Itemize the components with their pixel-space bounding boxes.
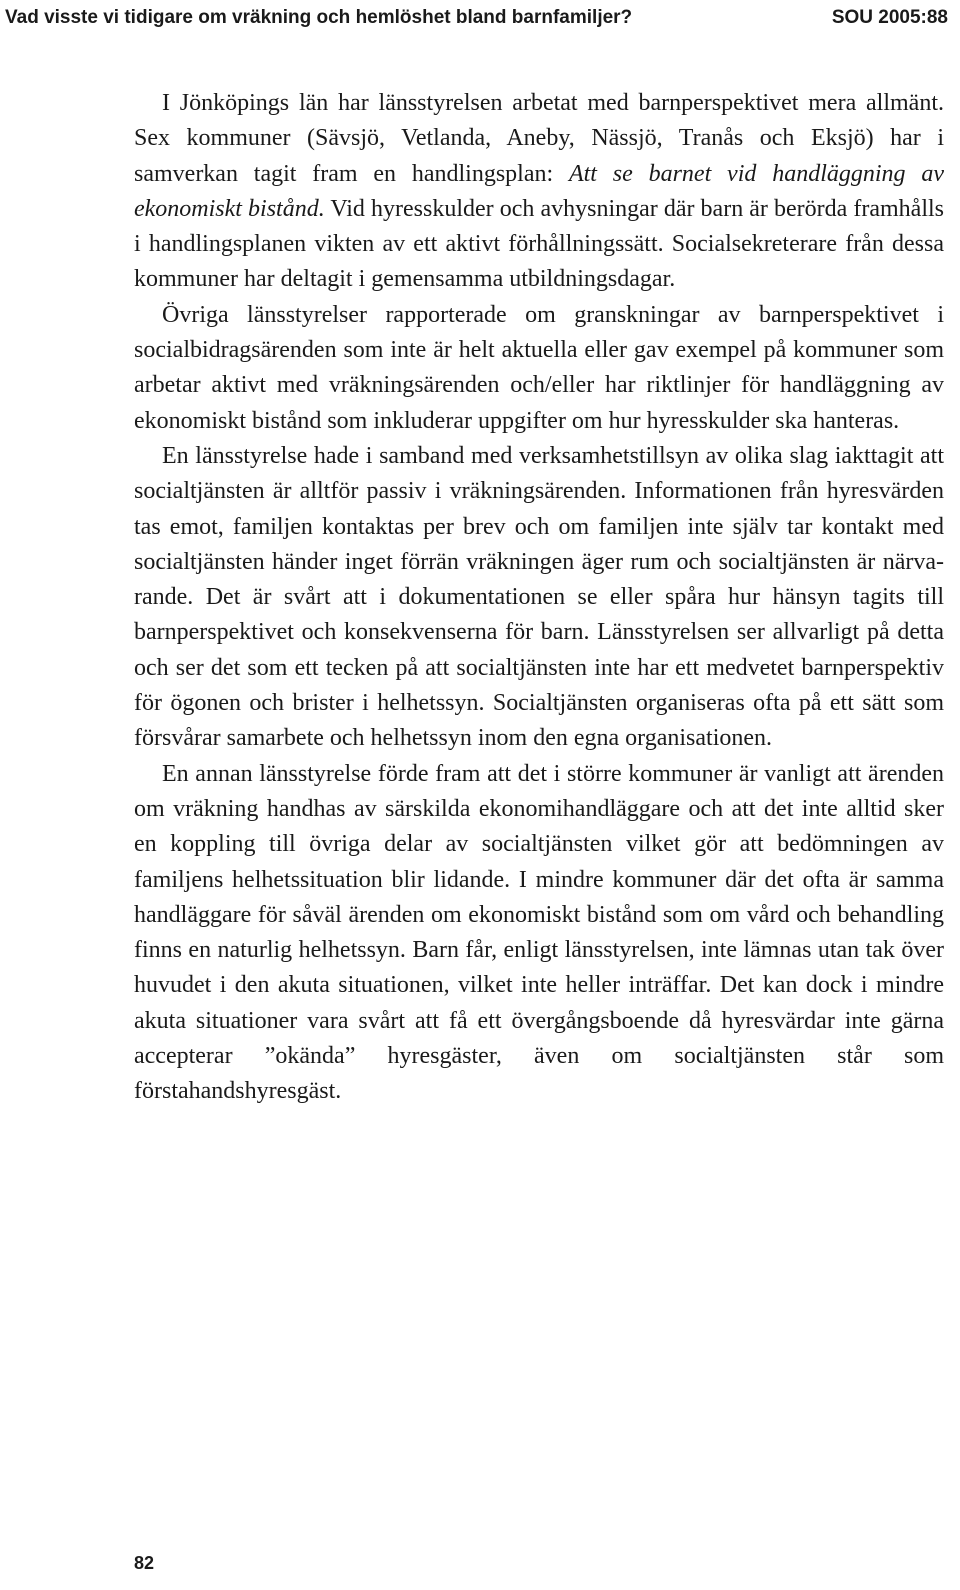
body-text	[134, 86, 944, 1110]
running-header	[0, 0, 960, 40]
paragraph-passiv: En länsstyrelse hade i samband med verksamhetstillsyn av olika slag iakttagit att socialtjänsten är alltför passiv i vräkningsärenden. Informationen från hyresvärden tas emot, familjen kontaktas per brev och om familjen inte själv tar kontakt med socialtjänsten händer inget förrän vräkningen äger rum och socialtjänsten är närvarande. Det är svårt att i dokumentationen se eller spåra hur hänsyn tagits till barnperspektivet och konsekvenserna för barn. Länsstyrelsen ser allvarligt på detta och ser det som ett tecken på att socialtjänsten inte har ett medvetet barnperspektiv för ögonen och brister i helhetssyn. Socialtjänsten organiseras ofta på ett sätt som försvårar samarbete och helhetssyn inom den egna organisationen.	[134, 442, 944, 752]
page-number: 82	[134, 1553, 155, 1573]
paragraph-ovriga: Övriga länsstyrelser rapporterade om granskningar av barnperspektivet i socialbidragsärenden som inte är helt aktuella eller gav exempel på kommuner som arbetar aktivt med vräkningsärenden och/eller har riktlinjer för handläggning av ekonomiskt bistånd som inkluderar uppgifter om hur hyresskulder ska hanteras.	[134, 301, 944, 434]
paragraph-annan: En annan länsstyrelse förde fram att det i större kommuner är vanligt att ärenden om vräkning handhas av särskilda ekonomihandläggare och att det inte alltid sker en koppling till övriga delar av socialtjänsten vilket gör att bedömningen av familjens helhetssituation blir lidande. I mindre kommuner där det ofta är samma handläggare för såväl ärenden om ekonomiskt bistånd som om vård och behandling finns en naturlig helhetssyn. Barn får, enligt länsstyrelsen, inte lämnas utan tak över huvudet i den akuta situationen, vilket inte heller inträffar. Det kan dock i mindre akuta situationer vara svårt att få ett övergångsboende då hyresvärdar inte gärna accepterar ”okända” hyresgäster, även om socialtjänsten står som förstahandshyresgäst.	[134, 760, 944, 1105]
report-id: SOU 2005:88	[831, 7, 948, 28]
paragraph-jonkoping	[134, 86, 944, 298]
handlingsplan-title: Att se barnet vid handläggning av ekonomiskt bistånd.	[134, 160, 944, 222]
paragraph-text: I Jönköpings län har länsstyrelsen arbetat med barnperspektivet mera allmänt. Sex kommuner (Sävsjö, Vetlanda, Aneby, Nässjö, Tranås och Eksjö) har i samverkan tagit fram en handlingsplan:	[134, 90, 944, 187]
paragraph-text: Vid hyresskulder och avhysningar där barn är berörda framhålls i handlingsplanen vikten av ett aktivt förhållningssätt. Socialsekreterare från dessa kommuner har deltagit i gemensamma utbildningsdagar.	[134, 195, 944, 293]
chapter-title: Vad visste vi tidigare om vräkning och hemlöshet bland barnfamiljer?	[5, 7, 633, 28]
